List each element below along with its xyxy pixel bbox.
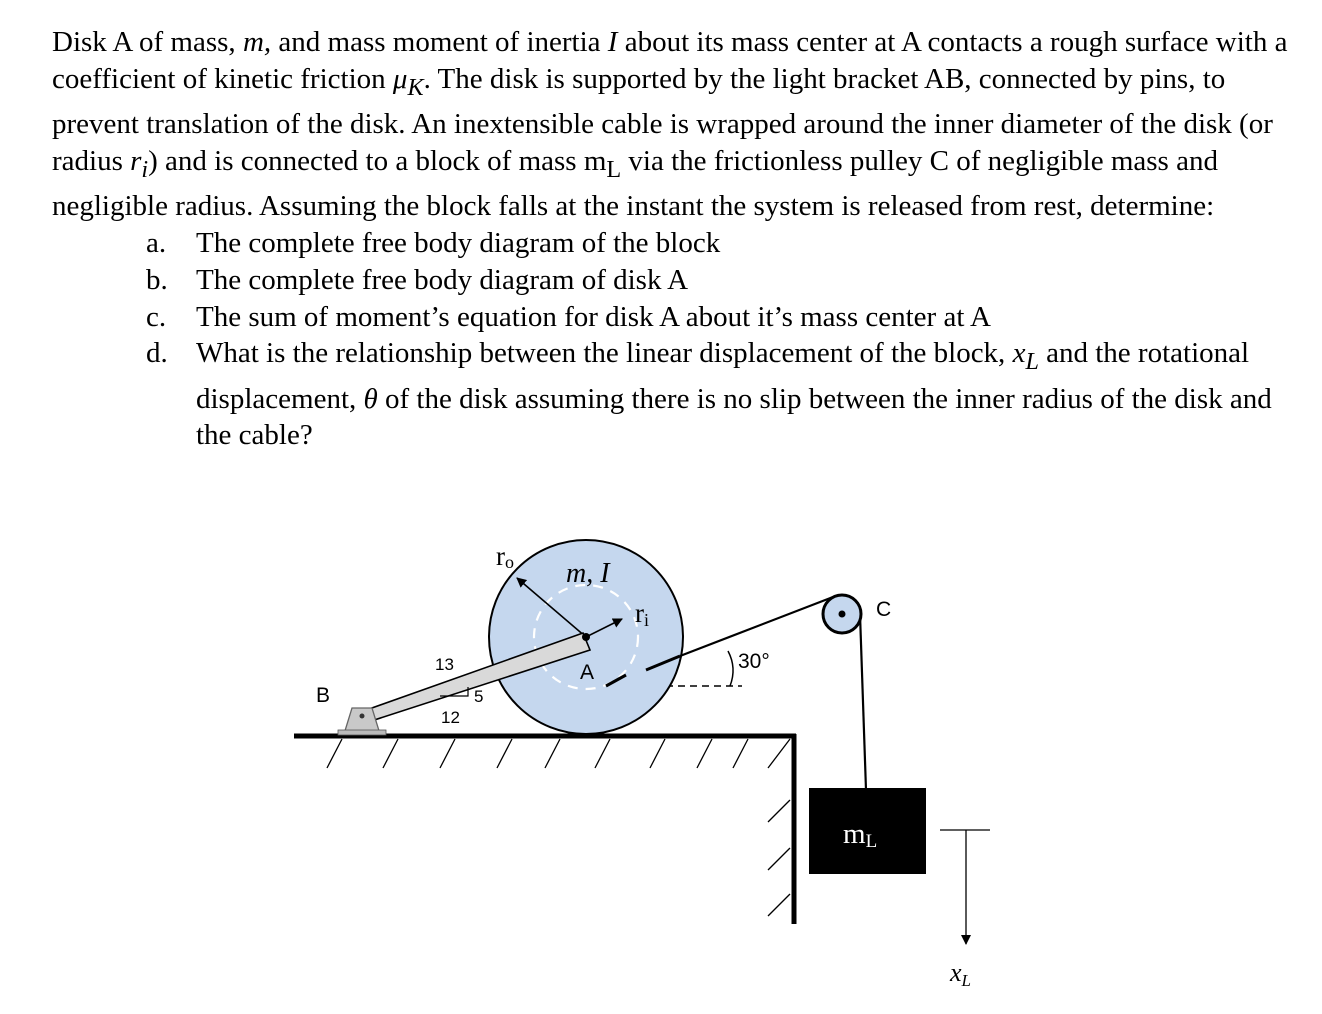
intro-text-1: Disk A of mass, (52, 26, 243, 58)
pin-b (360, 714, 365, 719)
xl-label: xL (950, 958, 972, 990)
pulley-axle (839, 611, 846, 618)
x-symbol: x (1012, 337, 1026, 370)
slope-label-13: 13 (435, 655, 454, 674)
ground (294, 734, 796, 924)
question-text: and the rotational displacement, (196, 337, 1250, 415)
inertia-symbol: I (607, 26, 618, 58)
ground-hatching (327, 739, 790, 916)
angle-label: 30° (738, 650, 770, 673)
ml-subscript: L (606, 155, 622, 183)
label-b: B (316, 684, 331, 707)
slope-label-12: 12 (441, 708, 460, 727)
label-ri: ri (635, 598, 650, 630)
intro-text-6: via the frictionless pulley C of negligible mass and negligible radius. Assuming the block falls at the instant the system is released from rest, determine: (52, 144, 1218, 223)
question-label: a. (146, 227, 167, 260)
label-ro: ro (496, 541, 514, 572)
question-label: b. (146, 263, 168, 296)
mass-symbol: m, (242, 26, 272, 58)
pin-a (582, 633, 590, 641)
pulley-c (823, 595, 861, 633)
question-text: What is the relationship between the linear displacement of the block, (196, 337, 1013, 370)
question-text: of the disk assuming there is no slip between the inner radius of the disk and the cable? (196, 382, 1272, 452)
label-mass-inertia: m, I (566, 558, 610, 589)
displacement-indicator (940, 830, 990, 944)
intro-text-5: ) and is connected to a block of mass m (148, 144, 607, 177)
block-label: mL (843, 818, 878, 852)
intro-text-4: . The disk is supported by the light bracket AB, connected by pins, to prevent translation of the disk. An inextensible cable is wrapped around the inner diameter of the disk (or radius (52, 62, 1273, 177)
theta-symbol: θ (363, 382, 378, 415)
question-label: d. (146, 337, 168, 370)
intro-text-3: about its mass center at A contacts a rough surface with a coefficient of kinetic friction (52, 26, 1288, 95)
mu-symbol: μ (392, 62, 408, 95)
mu-subscript: K (407, 73, 424, 101)
x-subscript: L (1025, 348, 1039, 376)
ri-symbol: r (130, 144, 142, 177)
question-label: c. (146, 300, 167, 333)
label-c: C (876, 598, 892, 621)
question-text: The complete free body diagram of disk A (196, 263, 689, 296)
question-text: The sum of moment’s equation for disk A about it’s mass center at A (196, 300, 991, 333)
label-a: A (580, 661, 595, 684)
cable-to-pulley (680, 597, 833, 656)
intro-text-2: and mass moment of inertia (271, 26, 608, 58)
slope-label-5: 5 (474, 687, 484, 706)
angle-arc (728, 651, 733, 686)
cable-to-block (860, 614, 866, 790)
question-text: The complete free body diagram of the block (196, 227, 721, 260)
ri-subscript: i (141, 155, 149, 183)
support-plate (338, 730, 386, 735)
